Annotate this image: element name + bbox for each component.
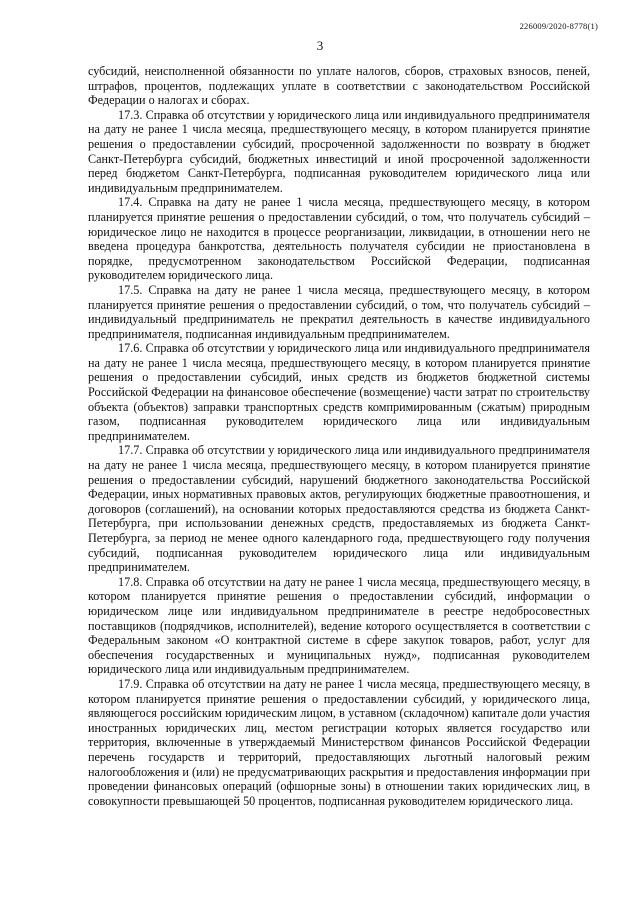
paragraph-17-6: 17.6. Справка об отсутствии у юридического лица или индивидуального предпринимателя на дату не ранее 1 числа месяца, предшествующего месяцу, в котором планируется принятие решения о предоставлении субсидий, иных средств из бюджетов бюджетной системы Российской Федерации на финансовое обеспечение (возмещение) части затрат по строительству объекта (объектов) заправки транспортных средств компримированным (сжатым) природным газом, подписанная руководителем юридического лица или индивидуальным предпринимателем. — [88, 341, 590, 443]
paragraph-17-8: 17.8. Справка об отсутствии на дату не ранее 1 числа месяца, предшествующего месяцу, в котором планируется принятие решения о предоставлении субсидий, информации о юридическом лице или индивидуальном предпринимателе в реестре недобросовестных поставщиков (подрядчиков, исполнителей), ведение которого осуществляется в соответствии с Федеральным законом «О контрактной системе в сфере закупок товаров, работ, услуг для обеспечения государственных и муниципальных нужд», подписанная руководителем юридического лица или индивидуальным предпринимателем. — [88, 574, 590, 677]
paragraph-continuation: субсидий, неисполненной обязанности по уплате налогов, сборов, страховых взносов, пеней, штрафов, процентов, подлежащих уплате в соответствии с законодательством Российской Федерации о налогах и сборах. — [88, 64, 590, 108]
paragraph-17-9: 17.9. Справка об отсутствии на дату не ранее 1 числа месяца, предшествующего месяцу, в котором планируется принятие решения о предоставлении субсидий, у юридического лица, являющегося российским юридическим лицом, в уставном (складочном) капитале доли участия иностранных юридических лиц, местом регистрации которых является государство или территория, включенные в утверждаемый Министерством финансов Российской Федерации перечень государств и территорий, предоставляющих льготный налоговый режим налогообложения и (или) не предусматривающих раскрытия и предоставления информации при проведении финансовых операций (офшорные зоны) в отношении таких юридических лиц, в совокупности превышающей 50 процентов, подписанная руководителем юридического лица. — [88, 676, 590, 808]
page-number: 3 — [316, 38, 324, 53]
document-body — [88, 64, 590, 808]
paragraph-17-3: 17.3. Справка об отсутствии у юридического лица или индивидуального предпринимателя на дату не ранее 1 числа месяца, предшествующего месяцу, в котором планируется принятие решения о предоставлении субсидий, просроченной задолженности по возврату в бюджет Санкт-Петербурга субсидий, бюджетных инвестиций и иной просроченной задолженности перед бюджетом Санкт-Петербурга, подписанная руководителем юридического лица или индивидуальным предпринимателем. — [88, 107, 590, 195]
paragraph-17-4: 17.4. Справка на дату не ранее 1 числа месяца, предшествующего месяцу, в котором планируется принятие решения о предоставлении субсидий, о том, что получатель субсидий – юридическое лицо не находится в процессе реорганизации, ликвидации, в отношении него не введена процедура банкротства, деятельность получателя субсидии не приостановлена в порядке, предусмотренном законодательством Российской Федерации, подписанная руководителем юридического лица. — [88, 195, 590, 283]
paragraph-17-7: 17.7. Справка об отсутствии у юридического лица или индивидуального предпринимателя на дату не ранее 1 числа месяца, предшествующего месяцу, в котором планируется принятие решения о предоставлении субсидий, нарушений бюджетного законодательства Российской Федерации, иных нормативных правовых актов, регулирующих бюджетные правоотношения, и договоров (соглашений), на основании которых предоставляются средства из бюджета Санкт-Петербурга, при использовании денежных средств, предоставляемых из бюджета Санкт-Петербурга, за период не менее одного календарного года, предшествующего году получения субсидий, подписанная руководителем юридического лица или индивидуальным предпринимателем. — [88, 443, 590, 575]
document-number: 226009/2020-8778(1) — [519, 21, 598, 31]
paragraph-17-5: 17.5. Справка на дату не ранее 1 числа месяца, предшествующего месяцу, в котором планируется принятие решения о предоставлении субсидий, о том, что получатель субсидий – индивидуальный предприниматель не прекратил деятельность в качестве индивидуального предпринимателя, подписанная индивидуальным предпринимателем. — [88, 282, 590, 341]
